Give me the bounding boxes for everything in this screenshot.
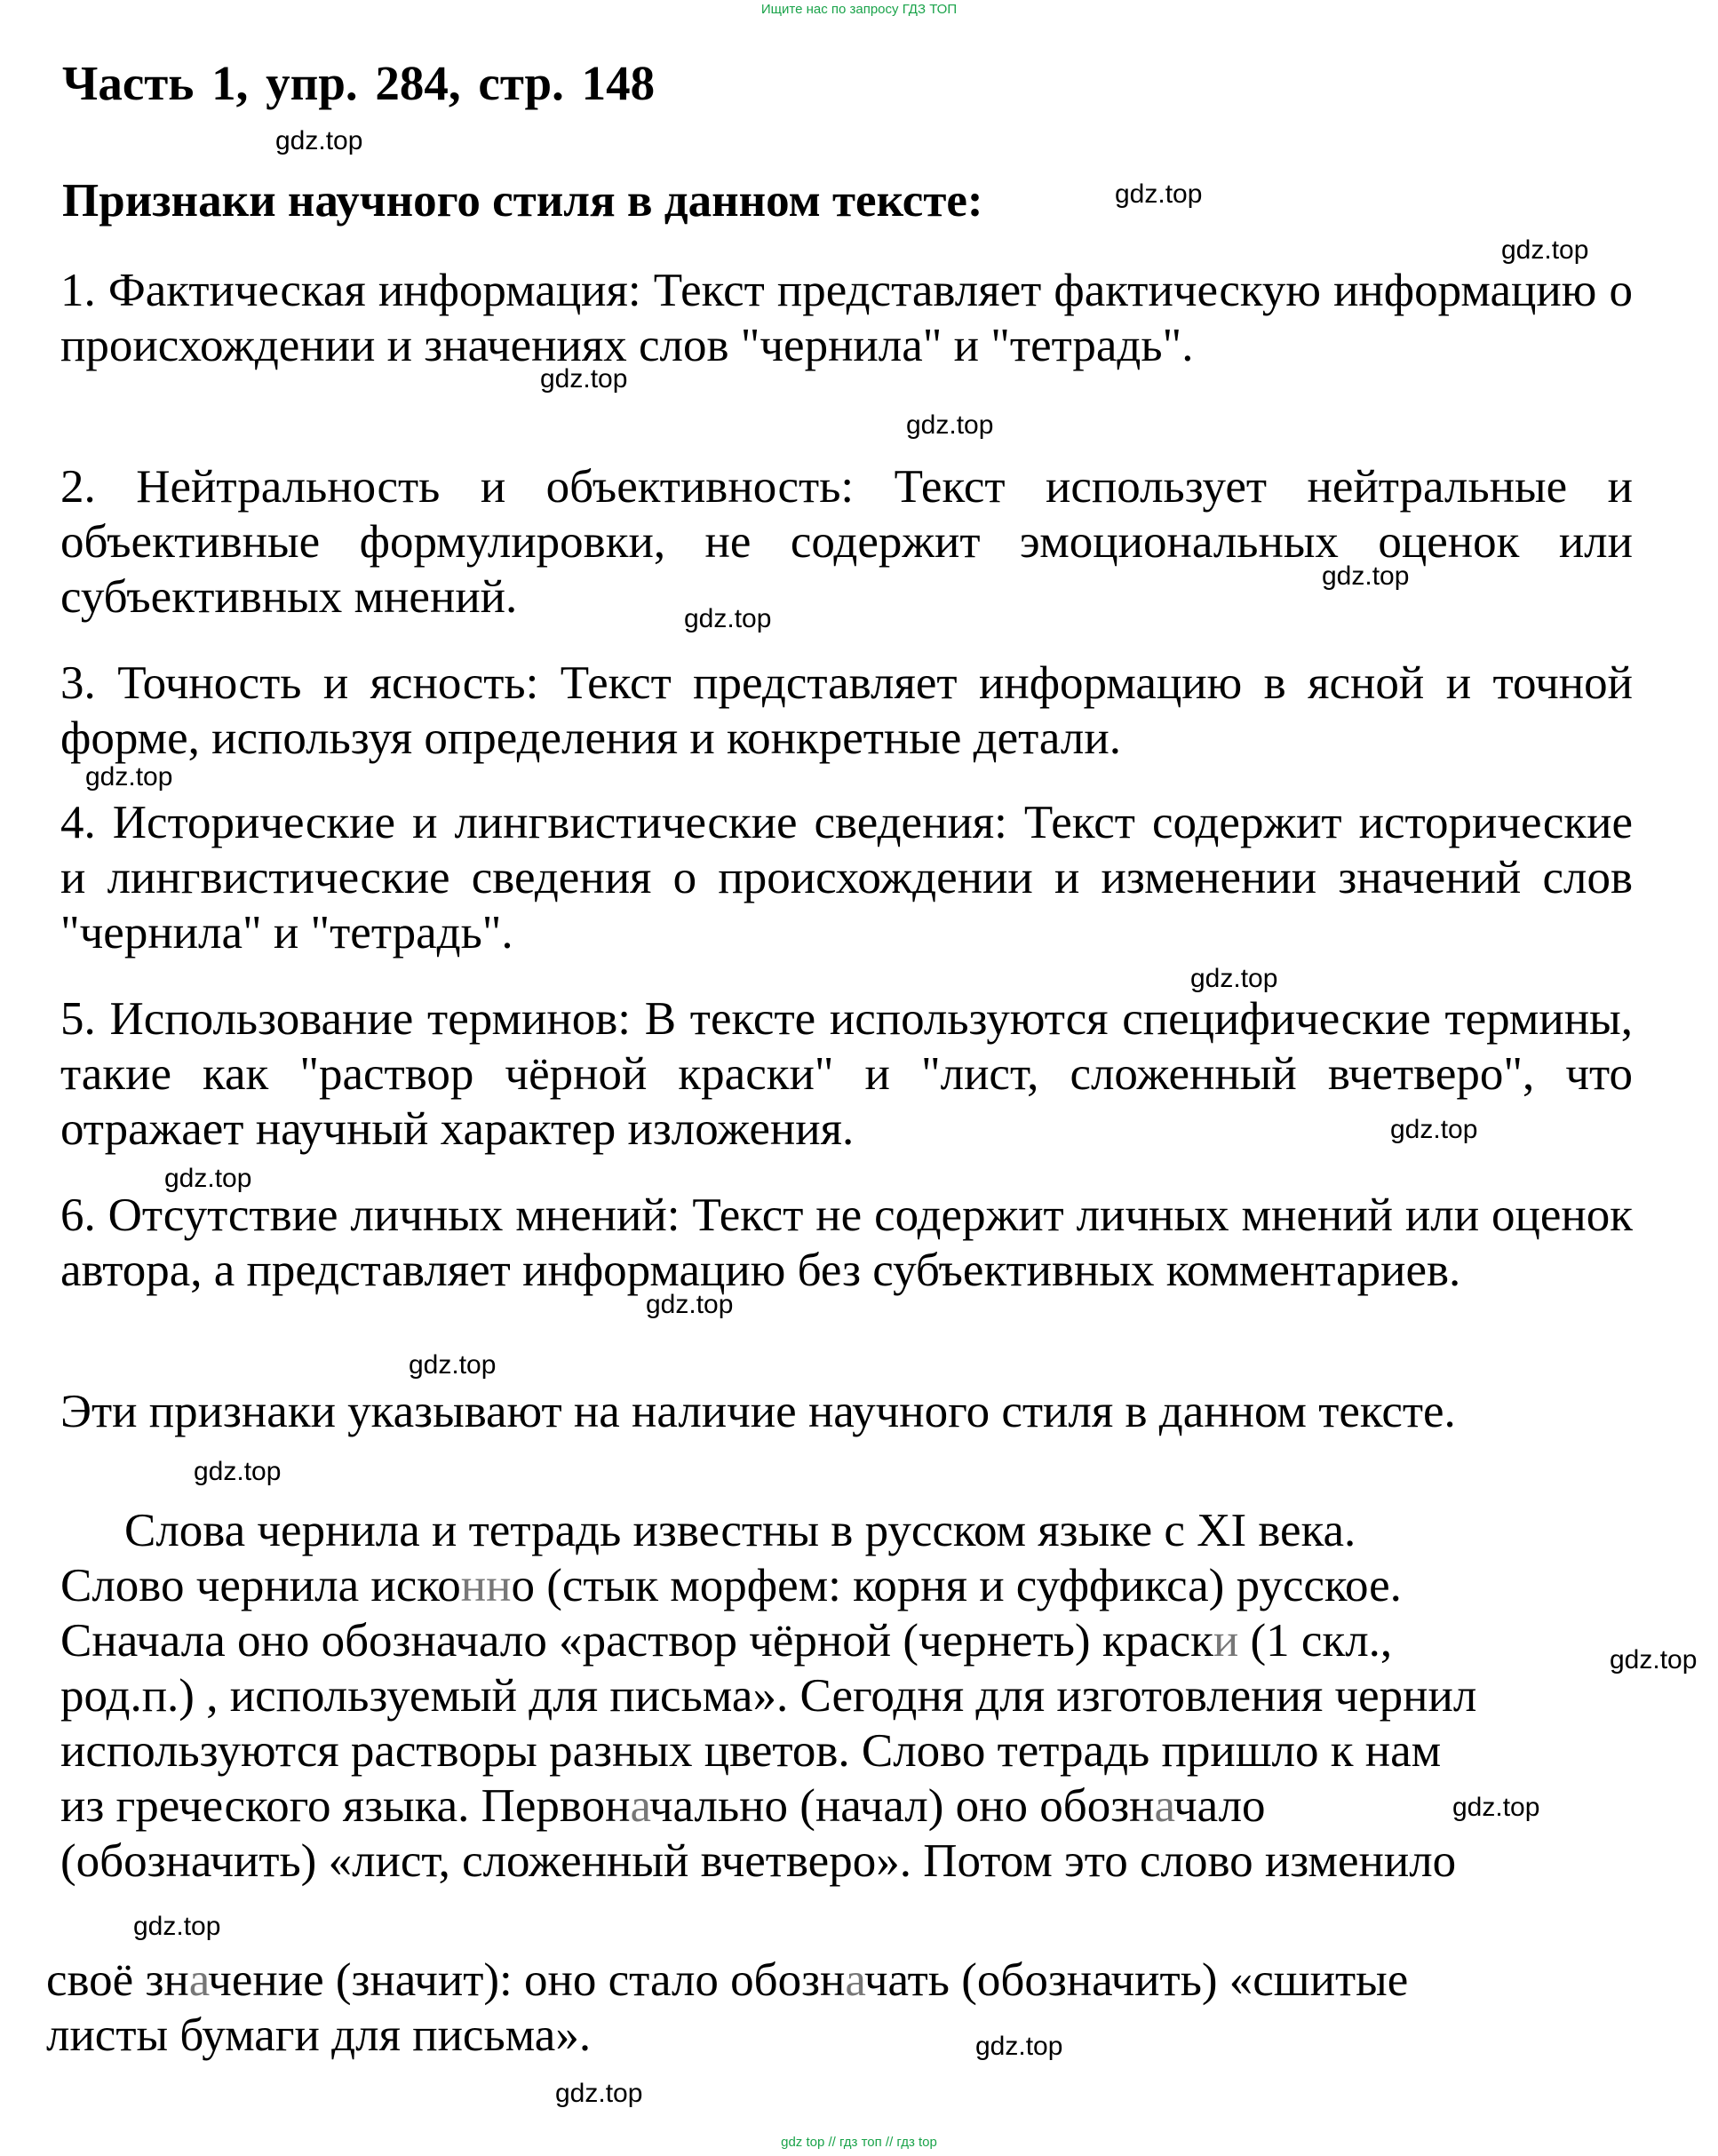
list-item-6: 6. Отсутствие личных мнений: Текст не содержит личных мнений или оценок автора, а представляет информацию без субъективных комментариев. [60, 1189, 1633, 1296]
conclusion: Эти признаки указывают на наличие научного стиля в данном тексте. [60, 1386, 1456, 1437]
list-item-5: 5. Использование терминов: В тексте используются специфические термины, такие как "раствор чёрной краски" и "лист, сложенный вчетверо", что отражает научный характер изложения. [60, 993, 1633, 1155]
watermark: gdz.top [1610, 1645, 1698, 1675]
text-line: (обозначить) «лист, сложенный вчетверо». Потом это слово изменило [60, 1835, 1457, 1887]
watermark: gdz.top [164, 1164, 252, 1193]
watermark: gdz.top [684, 604, 772, 633]
watermark: gdz.top [1190, 964, 1278, 993]
list-item-4: 4. Исторические и лингвистические сведения: Текст содержит исторические и лингвистические сведения о происхождении и изменении значений слов "чернила" и "тетрадь". [60, 797, 1633, 959]
text-line: листы бумаги для письма». [46, 2009, 592, 2061]
section-heading: Признаки научного стиля в данном тексте: [62, 175, 983, 227]
watermark: gdz.top [133, 1912, 221, 1941]
watermark: gdz.top [1501, 235, 1589, 265]
text-line: Слово чернила исконно (стык морфем: корня и суффикса) русское. [60, 1560, 1402, 1611]
watermark: gdz.top [1452, 1793, 1540, 1822]
watermark: gdz.top [275, 126, 363, 155]
text-line: Сначала оно обозначало «раствор чёрной (чернеть) краски (1 скл., [60, 1615, 1393, 1667]
text-line: используются растворы разных цветов. Слово тетрадь пришло к нам [60, 1725, 1442, 1777]
page-title: Часть 1, упр. 284, стр. 148 [62, 56, 656, 110]
footer: gdz top // гдз топ // гдз top [781, 2135, 937, 2150]
watermark: gdz.top [906, 410, 994, 440]
watermark: gdz.top [1390, 1115, 1478, 1144]
watermark: gdz.top [975, 2032, 1063, 2061]
watermark: gdz.top [646, 1290, 734, 1319]
watermark: gdz.top [1322, 561, 1410, 591]
watermark: gdz.top [409, 1350, 497, 1380]
watermark: gdz.top [85, 762, 173, 792]
watermark: gdz.top [1115, 179, 1203, 209]
watermark: gdz.top [540, 364, 628, 394]
text-line: род.п.) , используемый для письма». Сегодня для изготовления чернил [60, 1670, 1477, 1722]
top-banner: Ищите нас по запросу ГДЗ ТОП [760, 2, 958, 17]
text-line: Слова чернила и тетрадь известны в русском языке с XI века. [124, 1505, 1356, 1556]
watermark: gdz.top [555, 2079, 643, 2108]
text-line: из греческого языка. Первоначально (начал) оно обозначало [60, 1780, 1266, 1832]
list-item-3: 3. Точность и ясность: Текст представляет информацию в ясной и точной форме, используя определения и конкретные детали. [60, 657, 1633, 764]
list-item-1: 1. Фактическая информация: Текст представляет фактическую информацию о происхождении и значениях слов "чернила" и "тетрадь". [60, 265, 1633, 371]
watermark: gdz.top [194, 1457, 282, 1486]
text-line: своё значение (значит): оно стало обозначать (обозначить) «сшитые [46, 1954, 1409, 2006]
list-item-2: 2. Нейтральность и объективность: Текст использует нейтральные и объективные формулировки, не содержит эмоциональных оценок или субъективных мнений. [60, 461, 1633, 623]
